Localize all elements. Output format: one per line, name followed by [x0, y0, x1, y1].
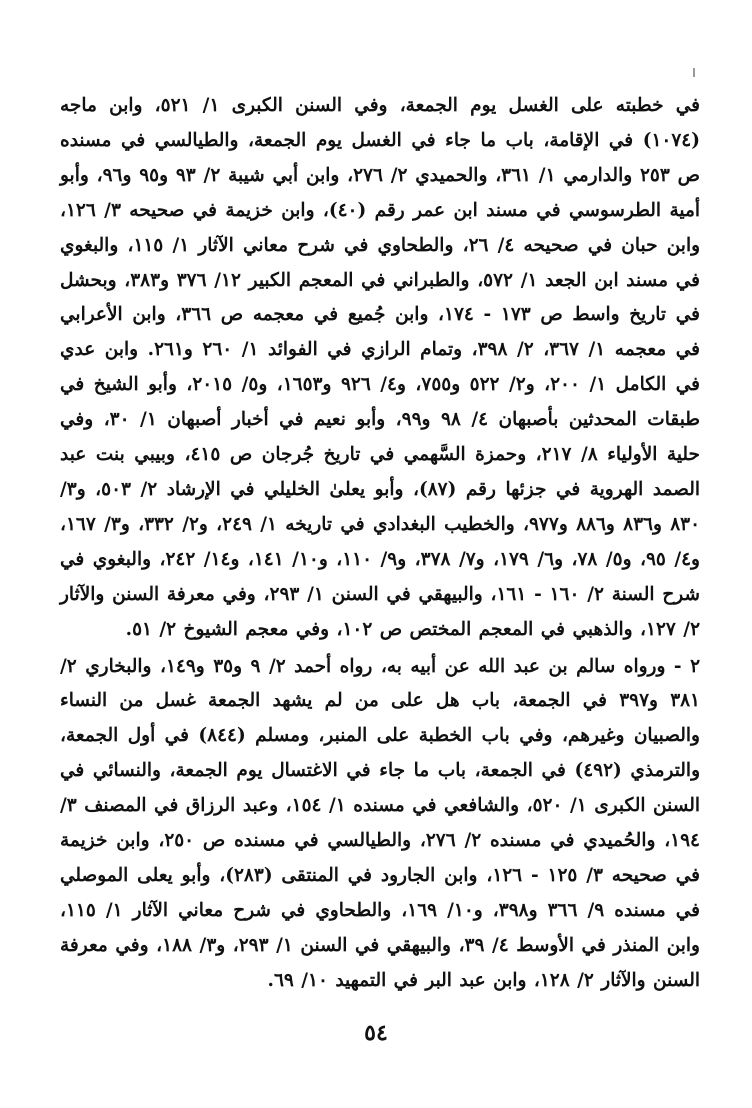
- footnotes-block: [60, 89, 700, 999]
- page-number: ٥٤: [364, 1020, 388, 1046]
- footnote-2: ٢ - ورواه سالم بن عبد الله عن أبيه به، رواه أحمد ٢/ ٩ و٣٥ و١٤٩، والبخاري ٢/ ٣٨١ و٣٩٧ في الجمعة، باب هل على من لم يشهد الجمعة غسل من النساء والصبيان وغيرهم، وفي باب الخطبة على المنبر، ومسلم (٨٤٤) في أول الجمعة، والترمذي (٤٩٢) في الجمعة، باب ما جاء في الاغتسال يوم الجمعة، والنسائي في السنن الكبرى ١/ ٥٢٠، والشافعي في مسنده ١/ ١٥٤، وعبد الرزاق في المصنف ٣/ ١٩٤، والحُميدي في مسنده ٢/ ٢٧٦، والطيالسي في مسنده ص ٢٥٠، وابن خزيمة في صحيحه ٣/ ١٢٥ - ١٢٦، وابن الجارود في المنتقى (٢٨٣)، وأبو يعلى الموصلي في مسنده ٩/ ٣٦٦ و٣٩٨، و١٠/ ١٦٩، والطحاوي في شرح معاني الآثار ١/ ١١٥، وابن المنذر في الأوسط ٤/ ٣٩، والبيهقي في السنن ١/ ٢٩٣، و٣/ ١٨٨، وفي معرفة السنن والآثار ٢/ ١٢٨، وابن عبد البر في التمهيد ١٠/ ٦٩.: [60, 655, 701, 991]
- margin-mark: [693, 68, 695, 77]
- footnote-continuation: في خطبته على الغسل يوم الجمعة، وفي السنن الكبرى ١/ ٥٢١، وابن ماجه (١٠٧٤) في الإقامة، باب ما جاء في الغسل يوم الجمعة، والطيالسي في مسنده ص ٢٥٣ والدارمي ١/ ٣٦١، والحميدي ٢/ ٢٧٦، وابن أبي شيبة ٢/ ٩٣ و٩٥ و٩٦، وأبو أمية الطرسوسي في مسند ابن عمر رقم (٤٠)، وابن خزيمة في صحيحه ٣/ ١٢٦، وابن حبان في صحيحه ٤/ ٢٦، والطحاوي في شرح معاني الآثار ١/ ١١٥، والبغوي في مسند ابن الجعد ١/ ٥٧٢، والطبراني في المعجم الكبير ١٢/ ٣٧٦ و٣٨٣، وبحشل في تاريخ واسط ص ١٧٣ - ١٧٤، وابن جُميع في معجمه ص ٣٦٦، وابن الأعرابي في معجمه ١/ ٣٦٧، ٢/ ٣٩٨، وتمام الرازي في الفوائد ١/ ٢٦٠ و٢٦١. وابن عدي في الكامل ١/ ٢٠٠، و٢/ ٥٢٢ و٧٥٥، و٤/ ٩٢٦ و١٦٥٣، و٥/ ٢٠١٥، وأبو الشيخ في طبقات المحدثين بأصبهان ٤/ ٩٨ و٩٩، وأبو نعيم في أخبار أصبهان ١/ ٣٠، وفي حلية الأولياء ٨/ ٢١٧، وحمزة السَّهمي في تاريخ جُرجان ص ٤١٥، وبيبي بنت عبد الصمد الهروية في جزئها رقم (٨٧)، وأبو يعلىٰ الخليلي في الإرشاد ٢/ ٥٠٣، و٣/ ٨٣٠ و٨٣٦ و٨٨٦ و٩٧٧، والخطيب البغدادي في تاريخه ١/ ٢٤٩، و٢/ ٣٣٢، و٣/ ١٦٧، و٤/ ٩٥، و٥/ ٧٨، و٦/ ١٧٩، و٧/ ٣٧٨، و٩/ ١١٠، و١٠/ ١٤١، و١٤/ ٢٤٢، والبغوي في شرح السنة ٢/ ١٦٠ - ١٦١، والبيهقي في السنن ١/ ٢٩٣، وفي معرفة السنن والآثار ٢/ ١٢٧، والذهبي في المعجم المختص ص ١٠٢، وفي معجم الشيوخ ٢/ ٥١.: [60, 95, 701, 640]
